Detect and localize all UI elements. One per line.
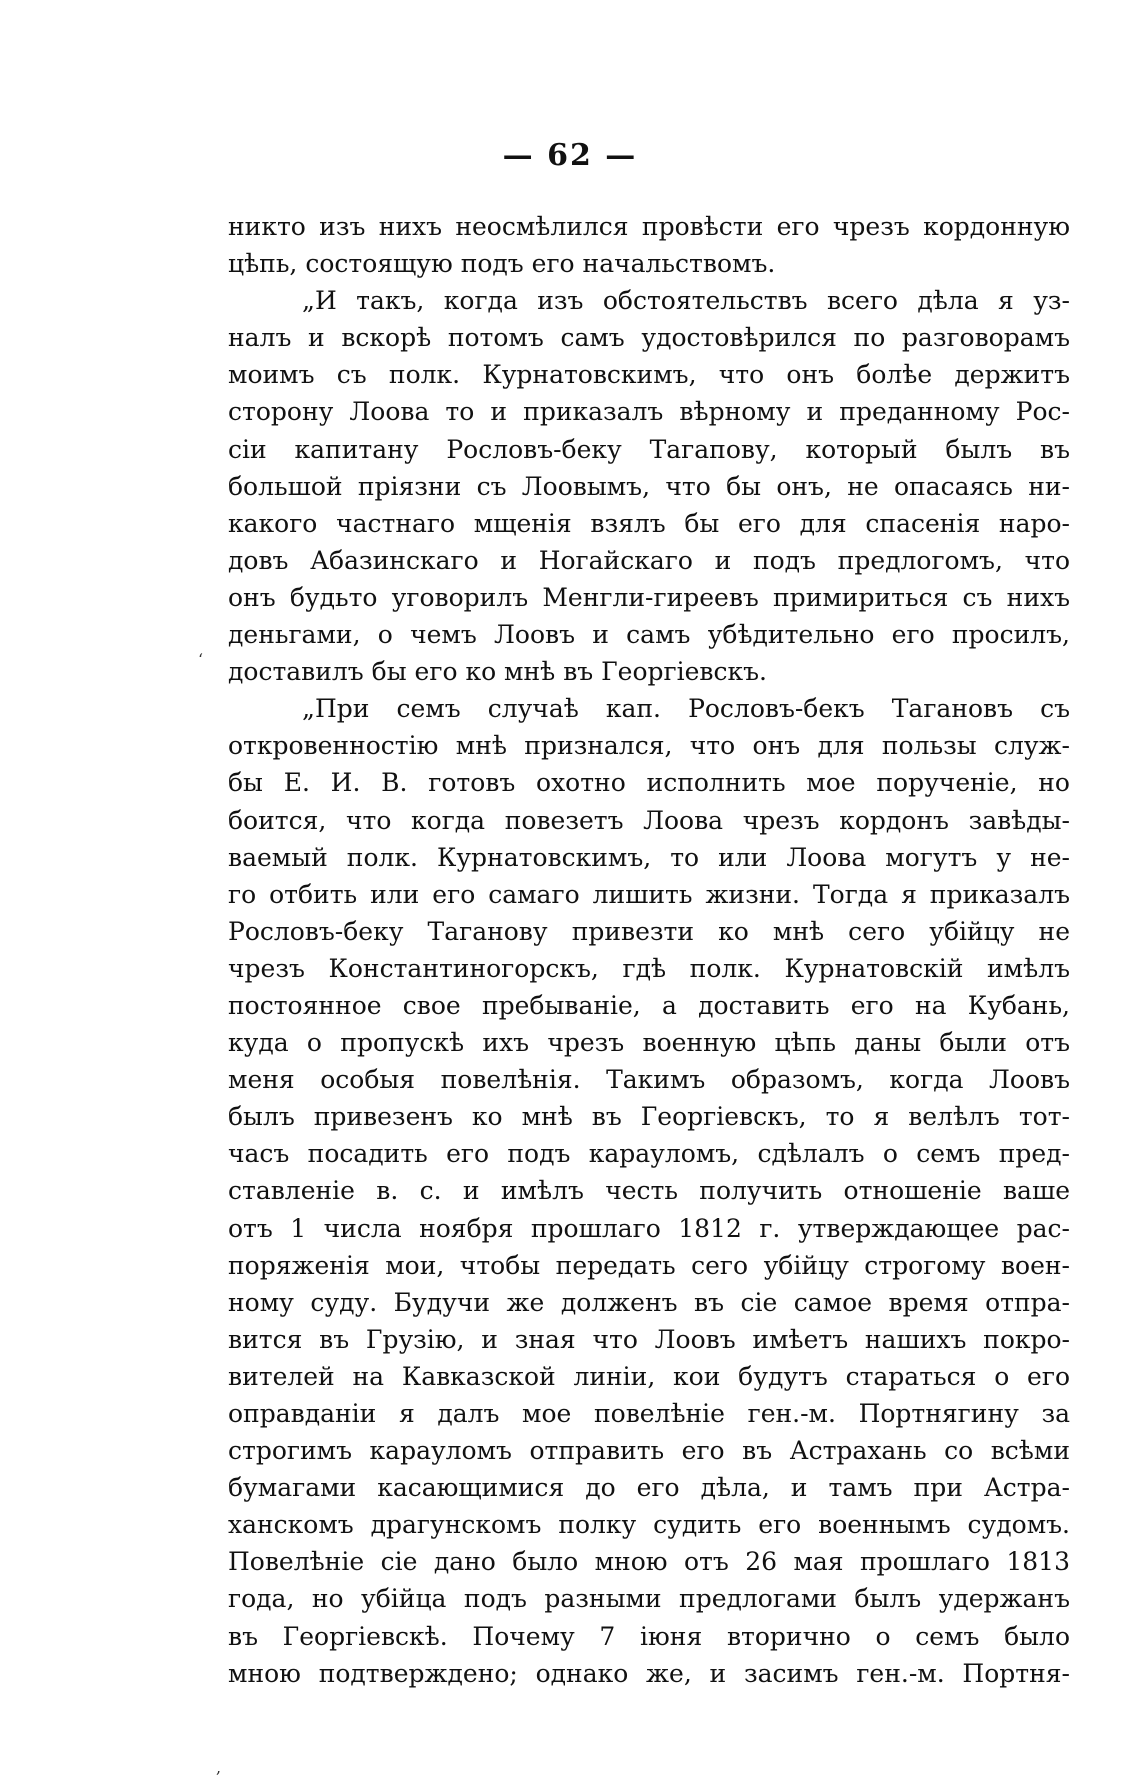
text-line: большой пріязни съ Лоовымъ, что бы онъ, не опасаясь ни- bbox=[228, 471, 1070, 501]
text-line: куда о пропускѣ ихъ чрезъ военную цѣпь даны были отъ bbox=[228, 1028, 1070, 1058]
text-line: часъ посадить его подъ карауломъ, сдѣлалъ о семъ пред- bbox=[228, 1139, 1070, 1169]
text-line: цѣпь, состоящую подъ его начальствомъ. bbox=[228, 249, 776, 279]
text-line: отъ 1 числа ноября прошлаго 1812 г. утверждающее рас- bbox=[228, 1213, 1070, 1243]
text-line: откровенностію мнѣ признался, что онъ для пользы служ- bbox=[228, 731, 1070, 761]
margin-speck: , bbox=[216, 1758, 222, 1777]
text-line: налъ и вскорѣ потомъ самъ удостовѣрился по разговорамъ bbox=[228, 323, 1070, 353]
text-line: постоянное свое пребываніе, а доставить его на Кубань, bbox=[228, 990, 1070, 1020]
text-line: Повелѣніе сіе дано было мною отъ 26 мая прошлаго 1813 bbox=[228, 1547, 1070, 1577]
text-line: онъ будьто уговорилъ Менгли-гиреевъ примириться съ нихъ bbox=[228, 582, 1070, 612]
text-line: былъ привезенъ ко мнѣ въ Георгіевскъ, то я велѣлъ тот- bbox=[228, 1102, 1070, 1132]
paragraph-start-line: „При семъ случаѣ кап. Рословъ-бекъ Тагановъ съ bbox=[302, 694, 1070, 724]
text-line: года, но убійца подъ разными предлогами былъ удержанъ bbox=[228, 1584, 1070, 1614]
text-line: чрезъ Константиногорскъ, гдѣ полк. Курнатовскій имѣлъ bbox=[228, 953, 1070, 983]
text-line: ному суду. Будучи же долженъ въ сіе самое время отпра- bbox=[228, 1287, 1070, 1317]
text-line: ставленіе в. с. и имѣлъ честь получить отношеніе ваше bbox=[228, 1176, 1070, 1206]
text-line: Рословъ-беку Таганову привезти ко мнѣ сего убійцу не bbox=[228, 916, 1070, 946]
text-line: сіи капитану Рословъ-беку Тагапову, который былъ въ bbox=[228, 434, 1070, 464]
text-line: вителей на Кавказской линіи, кои будутъ стараться о его bbox=[228, 1361, 1070, 1391]
margin-speck: ‘ bbox=[198, 650, 204, 669]
text-line: сторону Лоова то и приказалъ вѣрному и преданному Рос- bbox=[228, 397, 1070, 427]
text-line: строгимъ карауломъ отправить его въ Астрахань со всѣми bbox=[228, 1436, 1070, 1466]
text-line: поряженія мои, чтобы передать сего убійцу строгому воен- bbox=[228, 1250, 1070, 1280]
paragraph-start-line: „И такъ, когда изъ обстоятельствъ всего дѣла я уз- bbox=[302, 286, 1070, 316]
text-line: ханскомъ драгунскомъ полку судить его военнымъ судомъ. bbox=[228, 1510, 1070, 1540]
text-line: бумагами касающимися до его дѣла, и тамъ при Астра- bbox=[228, 1473, 1070, 1503]
text-line: мною подтверждено; однако же, и засимъ ген.-м. Портня- bbox=[228, 1658, 1070, 1688]
text-line: ваемый полк. Курнатовскимъ, то или Лоова могутъ у не- bbox=[228, 842, 1070, 872]
text-line: деньгами, о чемъ Лоовъ и самъ убѣдительно его просилъ, bbox=[228, 620, 1070, 650]
text-line: довъ Абазинскаго и Ногайскаго и подъ предлогомъ, что bbox=[228, 545, 1070, 575]
text-line: доставилъ бы его ко мнѣ въ Георгіевскъ. bbox=[228, 657, 767, 687]
text-line: моимъ съ полк. Курнатовскимъ, что онъ болѣе держитъ bbox=[228, 360, 1070, 390]
text-line: вится въ Грузію, и зная что Лоовъ имѣетъ нашихъ покро- bbox=[228, 1324, 1070, 1354]
body-text bbox=[228, 208, 1070, 1692]
text-line: меня особыя повелѣнія. Такимъ образомъ, когда Лоовъ bbox=[228, 1065, 1070, 1095]
text-line: никто изъ нихъ неосмѣлился провѣсти его чрезъ кордонную bbox=[228, 212, 1070, 241]
text-line: какого частнаго мщенія взялъ бы его для спасенія наро- bbox=[228, 508, 1070, 538]
text-line: въ Георгіевскѣ. Почему 7 іюня вторично о семъ было bbox=[228, 1621, 1070, 1651]
text-line: бы Е. И. В. готовъ охотно исполнить мое порученіе, но bbox=[228, 768, 1070, 798]
page-number: — 62 — bbox=[502, 138, 638, 173]
text-line: оправданіи я далъ мое повелѣніе ген.-м. Портнягину за bbox=[228, 1399, 1070, 1428]
text-line: го отбить или его самаго лишить жизни. Тогда я приказалъ bbox=[228, 879, 1070, 909]
text-line: боится, что когда повезетъ Лоова чрезъ кордонъ завѣды- bbox=[228, 805, 1070, 835]
